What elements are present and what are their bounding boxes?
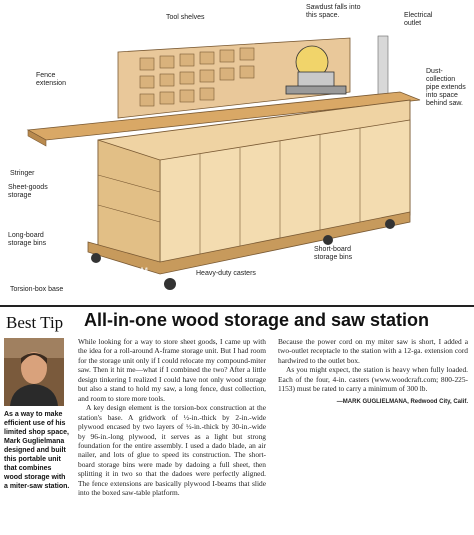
- watermark-left: WOODARCHIVIST.COM: [40, 266, 149, 276]
- photo-caption: As a way to make efficient use of his limited shop space, Mark Guglielmana designed and built this portable unit that combines wood storage with a miter-saw station.: [4, 411, 70, 490]
- section-rule: [0, 305, 474, 307]
- callout-electrical-outlet: Electrical outlet: [404, 12, 433, 27]
- author-photo: [4, 338, 64, 406]
- callout-fence-extension: Fence extension: [36, 72, 66, 87]
- article-headline: All-in-one wood storage and saw station: [84, 310, 430, 330]
- callout-sheet-goods: Sheet-goods storage: [8, 184, 48, 199]
- watermark-right: WOODARCHIVIST.COM: [284, 266, 393, 276]
- article-column-2: [278, 337, 468, 407]
- callout-dust-collection: Dust-collection pipe extends into space behind saw.: [426, 68, 466, 107]
- callout-short-board: Short-board storage bins: [314, 246, 353, 261]
- paragraph: As you might expect, the station is heavy when fully loaded. Each of the four, 4-in. casters (www.woodcraft.com; 800-225-1153) must be rated to carry a minimum of 300 lb.: [278, 365, 468, 394]
- paragraph: Because the power cord on my miter saw is short, I added a two-outlet receptacle to the station with a 12-ga. extension cord hardwired to the outlet box.: [278, 337, 468, 365]
- callout-torsion-box: Torsion-box base: [10, 286, 64, 293]
- callout-tool-shelves: Tool shelves: [166, 14, 205, 21]
- callout-sawdust: Sawdust falls into this space.: [306, 4, 361, 19]
- callout-casters: Heavy-duty casters: [196, 270, 256, 277]
- article-column-1: [78, 337, 266, 498]
- section-label: Best Tip: [6, 313, 64, 332]
- paragraph: While looking for a way to store sheet goods, I came up with the idea for a roll-around A-frame storage unit. But I had room for the storage unit only if I could relocate my compound-miter saw. Then it hit me—what if I combined the two? After a little design tinkering I realized I could have not only wood storage but also a stand to hold my saw, a long fence, dust collection, and room to store more tools.: [78, 337, 266, 403]
- paragraph: A key design element is the torsion-box construction at the station's base. A gridwork of ½-in.-thick by 2-in.-wide plywood encased by two layers of ½-in.-thick by 30-in.-wide by 96-in.-long plywood, it serves as a light but strong foundation for the entire assembly. I used a dado blade, an air nailer, and lots of glue to speed its construction. The short-board storage bins were made by dadoing a full sheet, then splitting it in two so that the dadoes were perfectly aligned. The fence extensions are basically plywood I-beams that slide into the boxed saw-table platform.: [78, 403, 266, 498]
- callout-long-board: Long-board storage bins: [8, 232, 47, 247]
- byline: —MARK GUGLIELMANA, Redwood City, Calif.: [336, 398, 468, 405]
- callout-stringer: Stringer: [10, 170, 35, 177]
